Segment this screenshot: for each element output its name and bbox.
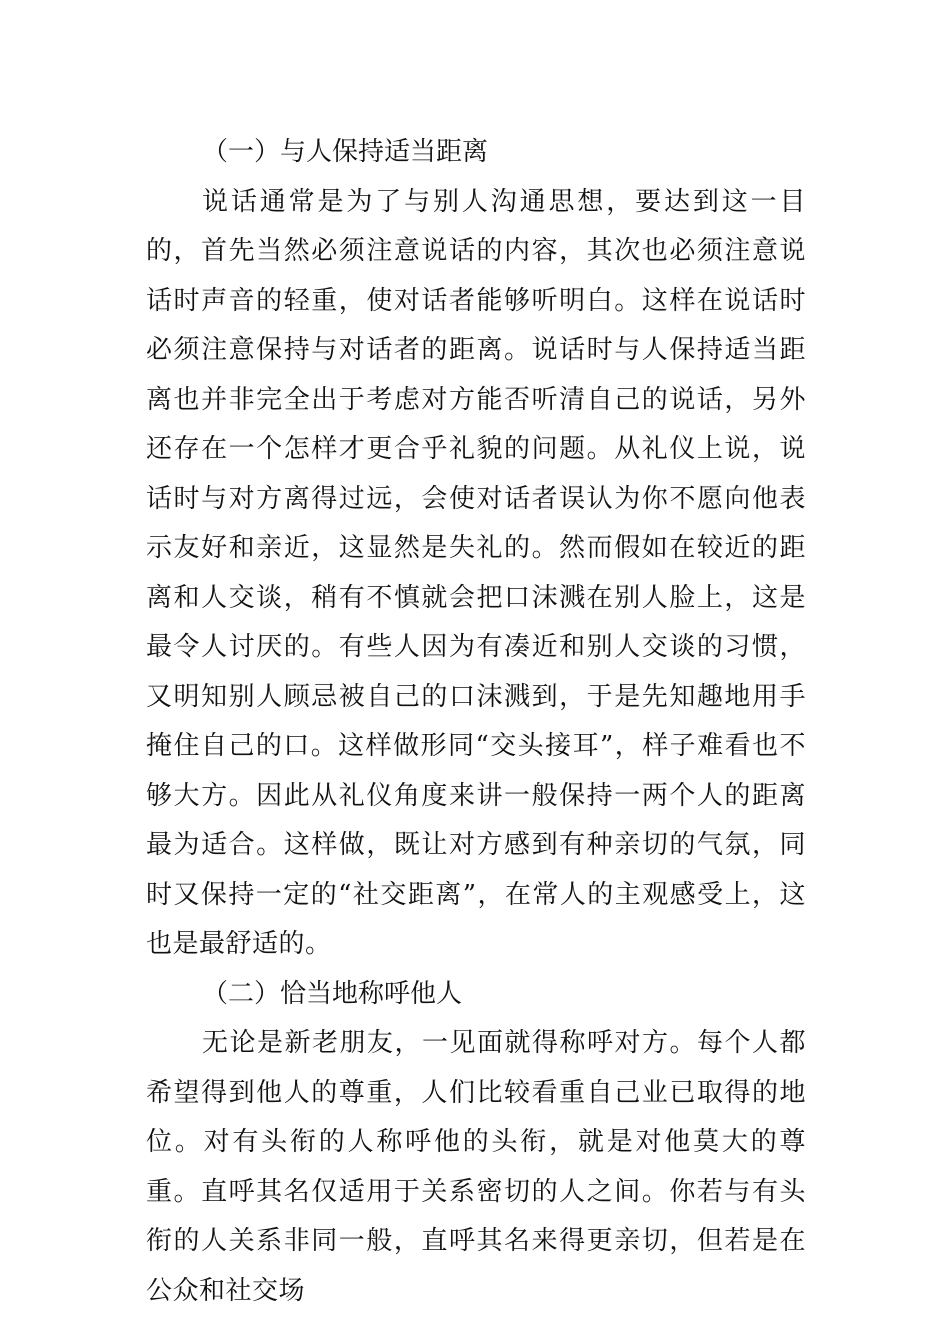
section-paragraph-1: 说话通常是为了与别人沟通思想，要达到这一目的，首先当然必须注意说话的内容，其次也必须注意说话时声音的轻重，使对话者能够听明白。这样在说话时必须注意保持与对话者的距离。说话时与人保持适当距离也并非完全出于考虑对方能否听清自己的说话，另外还存在一个怎样才更合乎礼貌的问题。从礼仪上说，说话时与对方离得过远，会使对话者误认为你不愿向他表示友好和亲近，这显然是失礼的。然而假如在较近的距离和人交谈，稍有不慎就会把口沫溅在别人脸上，这是最令人讨厌的。有些人因为有凑近和别人交谈的习惯，又明知别人顾忌被自己的口沫溅到，于是先知趣地用手掩住自己的口。这样做形同“交头接耳”，样子难看也不够大方。因此从礼仪角度来讲一般保持一两个人的距离最为适合。这样做，既让对方感到有种亲切的气氛，同时又保持一定的“社交距离”，在常人的主观感受上，这也是最舒适的。 — [146, 186, 806, 959]
section-heading-2: （二）恰当地称呼他人 — [202, 978, 463, 1009]
section-paragraph-2: 无论是新老朋友，一见面就得称呼对方。每个人都希望得到他人的尊重，人们比较看重自己业已取得的地位。对有头衔的人称呼他的头衔，就是对他莫大的尊重。直呼其名仅适用于关系密切的人之间。你若与有头衔的人关系非同一般，直呼其名来得更亲切，但若是在公众和社交场 — [146, 1028, 806, 1306]
document-body — [146, 128, 806, 1316]
section-heading-1: （一）与人保持适当距离 — [202, 137, 489, 167]
